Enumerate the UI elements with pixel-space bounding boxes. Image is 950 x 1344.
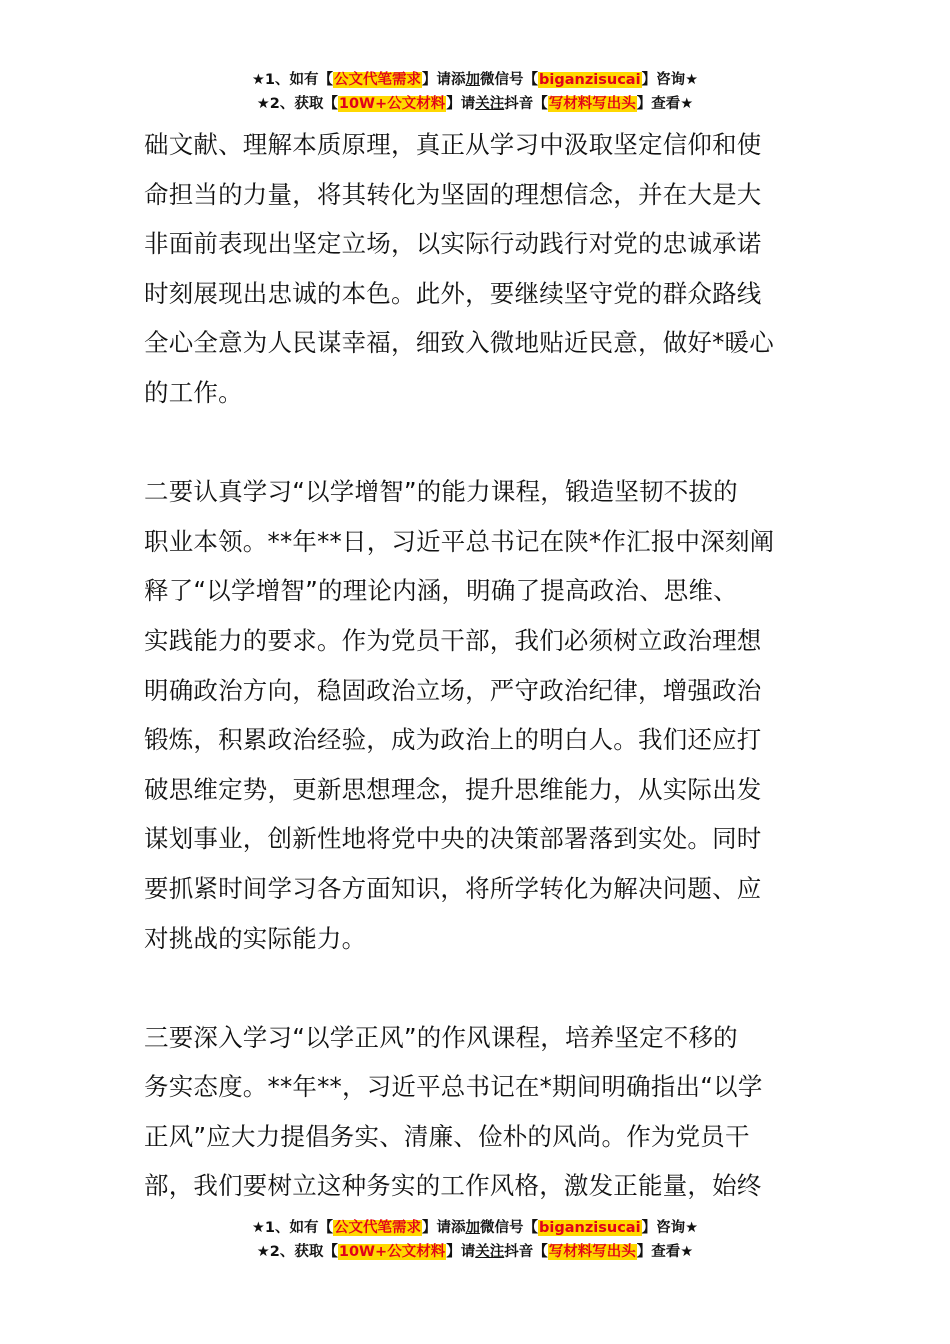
highlight-douyin: 写材料写出头 xyxy=(548,1244,636,1260)
banner-text: 】请 xyxy=(446,96,476,112)
banner-text: 微信号【 xyxy=(480,72,539,88)
highlight-service: 公文代笔需求 xyxy=(334,1220,422,1236)
text-line: 非面前表现出坚定立场，以实际行动践行对党的忠诚承诺 xyxy=(144,229,762,259)
text-line: 释了“以学增智”的理论内涵，明确了提高政治、思维、 xyxy=(144,576,738,606)
text-line: 实践能力的要求。作为党员干部，我们必须树立政治理想 xyxy=(144,625,762,655)
paragraph-1 xyxy=(144,120,808,418)
banner-text: 2、获取【 xyxy=(269,96,338,112)
banner-text: 1、如有【 xyxy=(264,72,334,88)
star-icon: ★ xyxy=(251,72,265,88)
highlight-wechat-id: biganzisucai xyxy=(539,72,641,88)
paragraph-2 xyxy=(144,467,808,963)
highlight-wechat-id: biganzisucai xyxy=(539,1220,641,1236)
highlight-materials: 10W+公文材料 xyxy=(338,1244,446,1260)
document-body xyxy=(144,120,808,1211)
text-line: 命担当的力量，将其转化为坚固的理想信念，并在大是大 xyxy=(144,179,762,209)
banner-line-1 xyxy=(0,1216,950,1240)
banner-text: 】咨询★ xyxy=(641,72,699,88)
text-line: 职业本领。**年**日，习近平总书记在陕*作汇报中深刻阐 xyxy=(144,526,775,556)
banner-text: 】查看★ xyxy=(636,1244,694,1260)
text-line: 时刻展现出忠诚的本色。此外，要继续坚守党的群众路线 xyxy=(144,278,762,308)
banner-line-1 xyxy=(0,68,950,92)
banner-text: 2、获取【 xyxy=(269,1244,338,1260)
star-icon: ★ xyxy=(251,1220,265,1236)
text-line: 谋划事业，创新性地将党中央的决策部署落到实处。同时 xyxy=(144,824,762,854)
banner-text: 抖音【 xyxy=(504,1244,548,1260)
header-banner xyxy=(0,68,950,116)
text-line: 破思维定势，更新思想理念，提升思维能力，从实际出发 xyxy=(144,774,762,804)
banner-emphasis: 关注 xyxy=(475,1244,505,1260)
text-line: 三要深入学习“以学正风”的作风课程，培养坚定不移的 xyxy=(144,1022,738,1052)
star-icon: ★ xyxy=(256,96,270,112)
banner-emphasis: 加 xyxy=(465,72,481,88)
text-line: 二要认真学习“以学增智”的能力课程，锻造坚韧不拔的 xyxy=(144,477,738,507)
banner-text: 1、如有【 xyxy=(264,1220,334,1236)
text-line: 明确政治方向，稳固政治立场，严守政治纪律，增强政治 xyxy=(144,675,762,705)
banner-line-2 xyxy=(0,1240,950,1264)
text-line: 正风”应大力提倡务实、清廉、俭朴的风尚。作为党员干 xyxy=(144,1121,750,1151)
text-line: 对挑战的实际能力。 xyxy=(144,923,367,953)
text-line: 全心全意为人民谋幸福，细致入微地贴近民意，做好*暖心 xyxy=(144,328,774,358)
banner-emphasis: 加 xyxy=(465,1220,481,1236)
text-line: 部，我们要树立这种务实的工作风格，激发正能量，始终 xyxy=(144,1171,762,1201)
banner-text: 】咨询★ xyxy=(641,1220,699,1236)
footer-banner xyxy=(0,1216,950,1264)
highlight-materials: 10W+公文材料 xyxy=(338,96,446,112)
highlight-service: 公文代笔需求 xyxy=(334,72,422,88)
text-line: 础文献、理解本质原理，真正从学习中汲取坚定信仰和使 xyxy=(144,130,762,159)
banner-text: 微信号【 xyxy=(480,1220,539,1236)
highlight-douyin: 写材料写出头 xyxy=(548,96,636,112)
paragraph-3 xyxy=(144,1013,808,1211)
banner-line-2 xyxy=(0,92,950,116)
banner-text: 抖音【 xyxy=(504,96,548,112)
banner-text: 】请添 xyxy=(422,72,466,88)
banner-emphasis: 关注 xyxy=(475,96,505,112)
text-line: 务实态度。**年**，习近平总书记在*期间明确指出“以学 xyxy=(144,1072,763,1102)
banner-text: 】请添 xyxy=(422,1220,466,1236)
banner-text: 】查看★ xyxy=(636,96,694,112)
text-line: 锻炼，积累政治经验，成为政治上的明白人。我们还应打 xyxy=(144,725,762,755)
text-line: 要抓紧时间学习各方面知识，将所学转化为解决问题、应 xyxy=(144,873,762,903)
banner-text: 】请 xyxy=(446,1244,476,1260)
star-icon: ★ xyxy=(256,1244,270,1260)
text-line: 的工作。 xyxy=(144,377,243,407)
